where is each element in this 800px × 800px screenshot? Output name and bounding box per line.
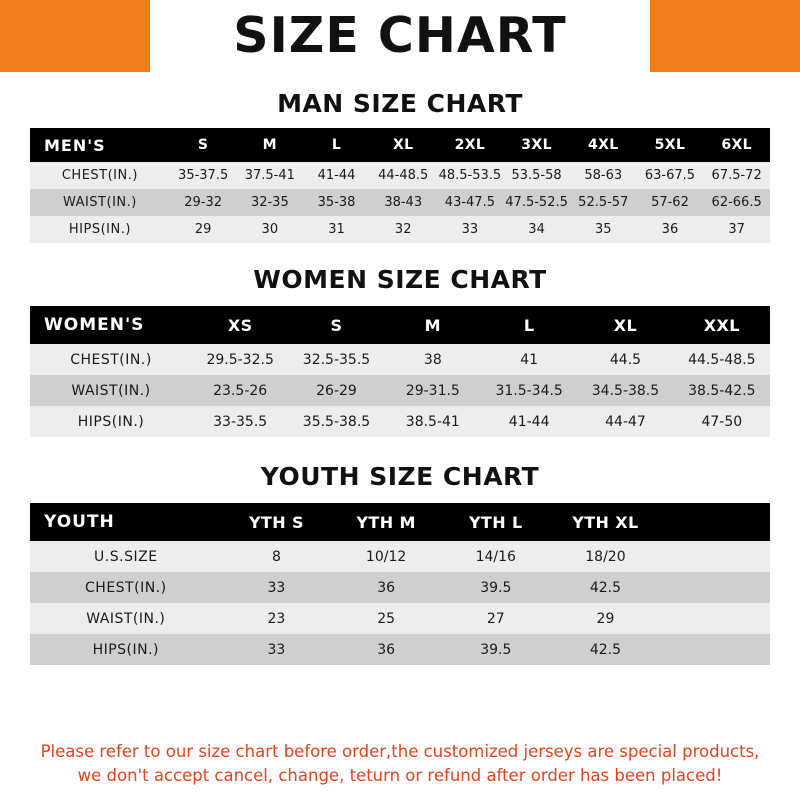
cell: 44.5-48.5 (688, 351, 756, 368)
cell-spacer (660, 541, 770, 572)
table-women-col-0: XS (227, 315, 253, 335)
table-youth-col-3: YTH XL (572, 512, 639, 532)
table-women-col-2: M (424, 315, 441, 335)
table-row (30, 189, 770, 216)
table-row (30, 406, 770, 437)
cell: 35.5-38.5 (302, 413, 371, 430)
table-header-row (30, 306, 770, 344)
section-man (30, 89, 770, 243)
cell: 62-66.5 (711, 195, 762, 210)
cell: 39.5 (480, 579, 512, 596)
table-women-col-1: S (330, 315, 343, 335)
row-label: WAIST(IN.) (86, 610, 166, 627)
table-women-col-4: XL (613, 315, 638, 335)
cell: 18/20 (585, 548, 626, 565)
footer-line-1: Please refer to our size chart before order,the customized jerseys are special products, (40, 742, 760, 762)
cell: 31.5-34.5 (495, 382, 563, 399)
table-man-col-0: S (197, 137, 209, 153)
row-label: WAIST(IN.) (62, 195, 137, 210)
cell: 32-35 (250, 195, 289, 210)
cell: 41 (520, 351, 539, 368)
section-title-man: MAN SIZE CHART (277, 89, 523, 118)
table-youth-head (30, 503, 770, 541)
section-title-youth: YOUTH SIZE CHART (260, 462, 540, 491)
table-women-col-5: XXL (703, 315, 740, 335)
cell: 47.5-52.5 (505, 195, 568, 210)
cell: 29-31.5 (405, 382, 460, 399)
table-women-head (30, 306, 770, 344)
table-youth-col-1: YTH M (356, 512, 416, 532)
table-header-row (30, 503, 770, 541)
cell: 37.5-41 (244, 168, 295, 183)
table-row (30, 541, 770, 572)
cell: 35-37.5 (178, 168, 229, 183)
cell: 38.5-41 (405, 413, 460, 430)
cell: 38 (423, 351, 442, 368)
table-man-head (30, 128, 770, 162)
cell: 44.5 (609, 351, 642, 368)
table-row (30, 216, 770, 243)
cell: 67.5-72 (711, 168, 762, 183)
table-man (30, 128, 770, 243)
cell: 36 (377, 641, 396, 658)
cell: 34 (528, 222, 545, 237)
cell: 35-38 (317, 195, 356, 210)
cell-spacer (660, 603, 770, 634)
row-label: U.S.SIZE (94, 548, 158, 565)
table-row (30, 162, 770, 189)
cell: 29 (194, 222, 212, 237)
chart-content (0, 72, 800, 726)
table-man-col-8: 6XL (721, 137, 752, 153)
section-title-women: WOMEN SIZE CHART (253, 265, 547, 294)
cell: 42.5 (589, 579, 622, 596)
cell: 39.5 (480, 641, 512, 658)
row-label: HIPS(IN.) (92, 641, 160, 658)
cell: 42.5 (589, 641, 622, 658)
table-man-col-2: L (331, 137, 342, 153)
table-youth-col-spacer (660, 503, 770, 541)
table-man-col-1: M (262, 137, 277, 153)
cell-spacer (660, 634, 770, 665)
table-row (30, 344, 770, 375)
table-row (30, 572, 770, 603)
table-youth-body (30, 541, 770, 665)
table-women-body (30, 344, 770, 437)
table-man-body (30, 162, 770, 243)
table-row (30, 603, 770, 634)
cell: 32 (394, 222, 412, 237)
cell: 27 (486, 610, 505, 627)
table-row (30, 634, 770, 665)
table-row (30, 375, 770, 406)
cell: 32.5-35.5 (302, 351, 371, 368)
banner-right-accent (650, 0, 800, 72)
cell: 31 (328, 222, 345, 237)
cell: 53.5-58 (511, 168, 562, 183)
cell: 30 (261, 222, 279, 237)
cell: 47-50 (701, 413, 743, 430)
cell: 36 (377, 579, 396, 596)
cell: 25 (377, 610, 396, 627)
cell: 37 (728, 222, 745, 237)
footer-line-2: we don't accept cancel, change, teturn or refund after order has been placed! (77, 766, 723, 786)
cell: 23.5-26 (213, 382, 268, 399)
table-man-col-6: 4XL (587, 137, 619, 153)
cell: 29-32 (184, 195, 223, 210)
row-label: WAIST(IN.) (71, 382, 151, 399)
cell: 35 (594, 222, 612, 237)
row-label: CHEST(IN.) (85, 579, 167, 596)
table-man-col-7: 5XL (654, 137, 686, 153)
cell: 38.5-42.5 (688, 382, 756, 399)
cell: 57-62 (651, 195, 689, 210)
banner-left-accent (0, 0, 150, 72)
cell: 36 (661, 222, 679, 237)
cell: 38-43 (384, 195, 423, 210)
table-man-header-label: MEN'S (44, 135, 106, 155)
footer-note (0, 726, 800, 800)
row-label: CHEST(IN.) (70, 351, 152, 368)
cell: 34.5-38.5 (591, 382, 660, 399)
table-man-col-5: 3XL (521, 137, 552, 153)
cell: 23 (267, 610, 286, 627)
table-women-col-3: L (523, 315, 535, 335)
row-label: HIPS(IN.) (68, 222, 131, 237)
table-youth-header-label: YOUTH (44, 512, 115, 532)
table-youth (30, 503, 770, 665)
header-banner (0, 0, 800, 72)
cell: 26-29 (316, 382, 357, 399)
cell: 33 (461, 222, 479, 237)
row-label: HIPS(IN.) (77, 413, 145, 430)
cell: 8 (271, 548, 281, 565)
cell: 52.5-57 (578, 195, 629, 210)
section-women (30, 265, 770, 437)
table-header-row (30, 128, 770, 162)
table-man-col-4: 2XL (454, 137, 486, 153)
cell: 43-47.5 (444, 195, 495, 210)
cell: 41-44 (508, 413, 550, 430)
cell: 44-47 (605, 413, 646, 430)
cell: 29.5-32.5 (206, 351, 274, 368)
table-women-header-label: WOMEN'S (44, 315, 145, 335)
cell: 10/12 (365, 548, 407, 565)
table-man-col-3: XL (392, 137, 414, 153)
cell: 63-67.5 (644, 168, 696, 183)
cell: 29 (596, 610, 615, 627)
cell: 58-63 (584, 168, 623, 183)
cell: 33-35.5 (213, 413, 268, 430)
cell-spacer (660, 572, 770, 603)
cell: 14/16 (475, 548, 516, 565)
section-youth (30, 462, 770, 665)
table-youth-col-2: YTH L (468, 512, 523, 532)
cell: 33 (267, 579, 286, 596)
table-youth-col-0: YTH S (248, 512, 304, 532)
cell: 33 (267, 641, 286, 658)
page-title: SIZE CHART (233, 7, 567, 64)
cell: 41-44 (317, 168, 356, 183)
cell: 44-48.5 (378, 168, 429, 183)
table-women (30, 306, 770, 437)
cell: 48.5-53.5 (438, 168, 502, 183)
row-label: CHEST(IN.) (61, 168, 138, 183)
